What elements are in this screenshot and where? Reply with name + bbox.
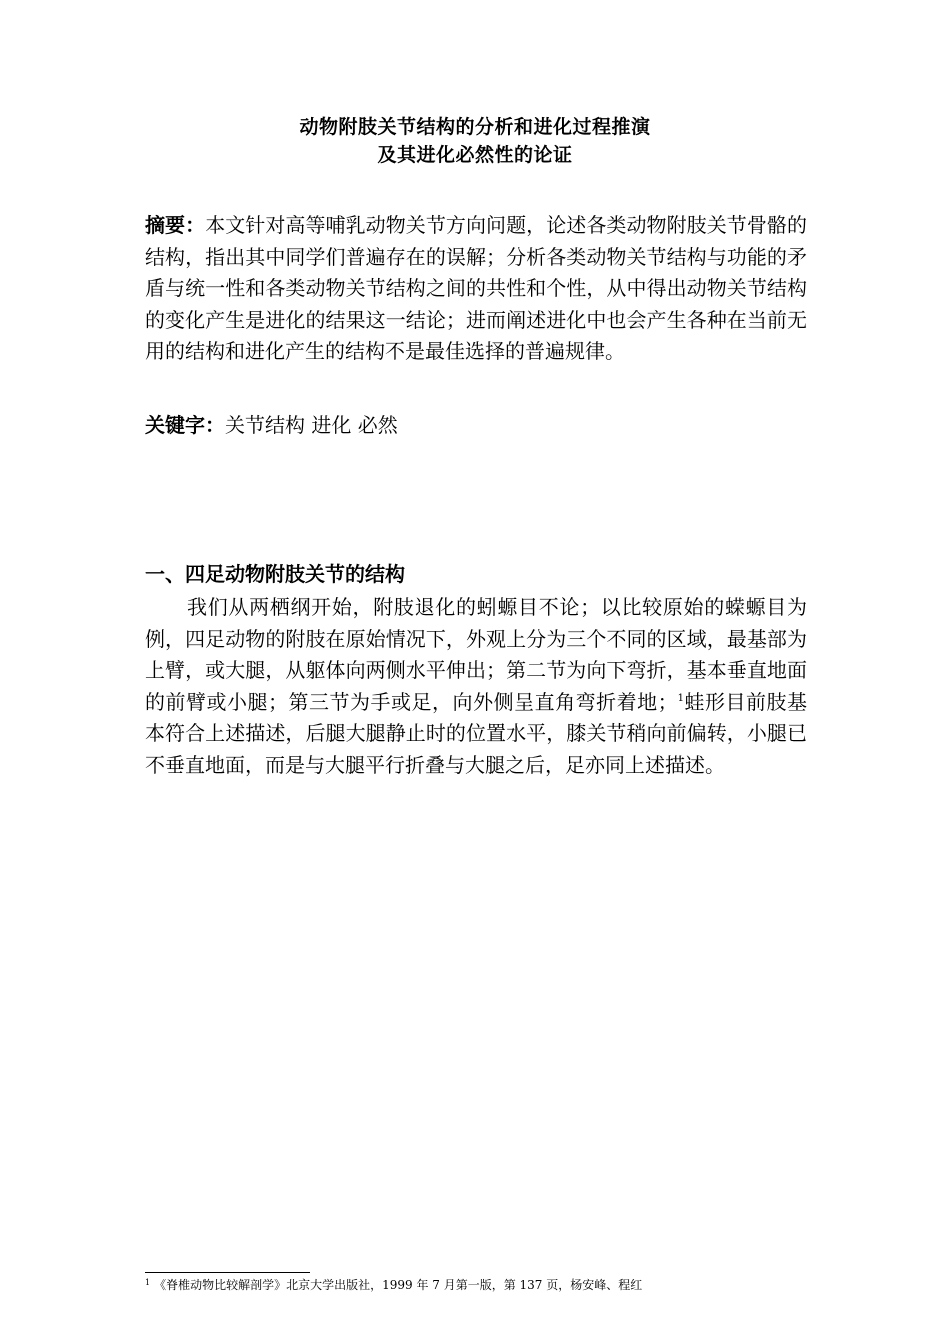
keywords-paragraph: [145, 410, 807, 442]
footnote-mark: 1: [145, 1278, 151, 1287]
section-heading: 一、四足动物附肢关节的结构: [145, 562, 405, 586]
document-title-line-2: 及其进化必然性的论证: [377, 144, 573, 166]
footnote-separator: [145, 1272, 310, 1273]
body-text-part-1: 我们从两栖纲开始，附肢退化的蚓螈目不论；以比较原始的蝾螈目为例，四足动物的附肢在原始情况下，外观上分为三个不同的区域，最基部为上臂，或大腿，从躯体向两侧水平伸出；第二节为向下弯折，基本垂直地面的前臂或小腿；第三节为手或足，向外侧呈直角弯折着地；: [145, 595, 807, 714]
document-title-line-1: 动物附肢关节结构的分析和进化过程推演: [299, 116, 651, 138]
footnote: [145, 1276, 845, 1294]
body-text-part-2: 蛙形目前肢基本符合上述描述，后腿大腿静止时的位置水平，膝关节稍向前偏转，小腿已不垂直地面，而是与大腿平行折叠与大腿之后，足亦同上述描述。: [145, 689, 808, 777]
abstract-label: 摘要：: [145, 213, 206, 237]
footnote-text: 《脊椎动物比较解剖学》北京大学出版社，1999 年 7 月第一版，第 137 页，杨安峰、程红: [154, 1278, 643, 1292]
abstract-text: 本文针对高等哺乳动物关节方向问题，论述各类动物附肢关节骨骼的结构，指出其中同学们普遍存在的误解；分析各类动物关节结构与功能的矛盾与统一性和各类动物关节结构之间的共性和个性，从中得出动物关节结构的变化产生是进化的结果这一结论；进而阐述进化中也会产生各种在当前无用的结构和进化产生的结构不是最佳选择的普遍规律。: [145, 213, 807, 364]
keywords-text: 关节结构 进化 必然: [225, 413, 398, 437]
abstract-paragraph: [145, 210, 807, 368]
body-paragraph: [145, 592, 807, 782]
keywords-label: 关键字：: [145, 413, 225, 437]
footnote-reference[interactable]: 1: [677, 692, 684, 704]
